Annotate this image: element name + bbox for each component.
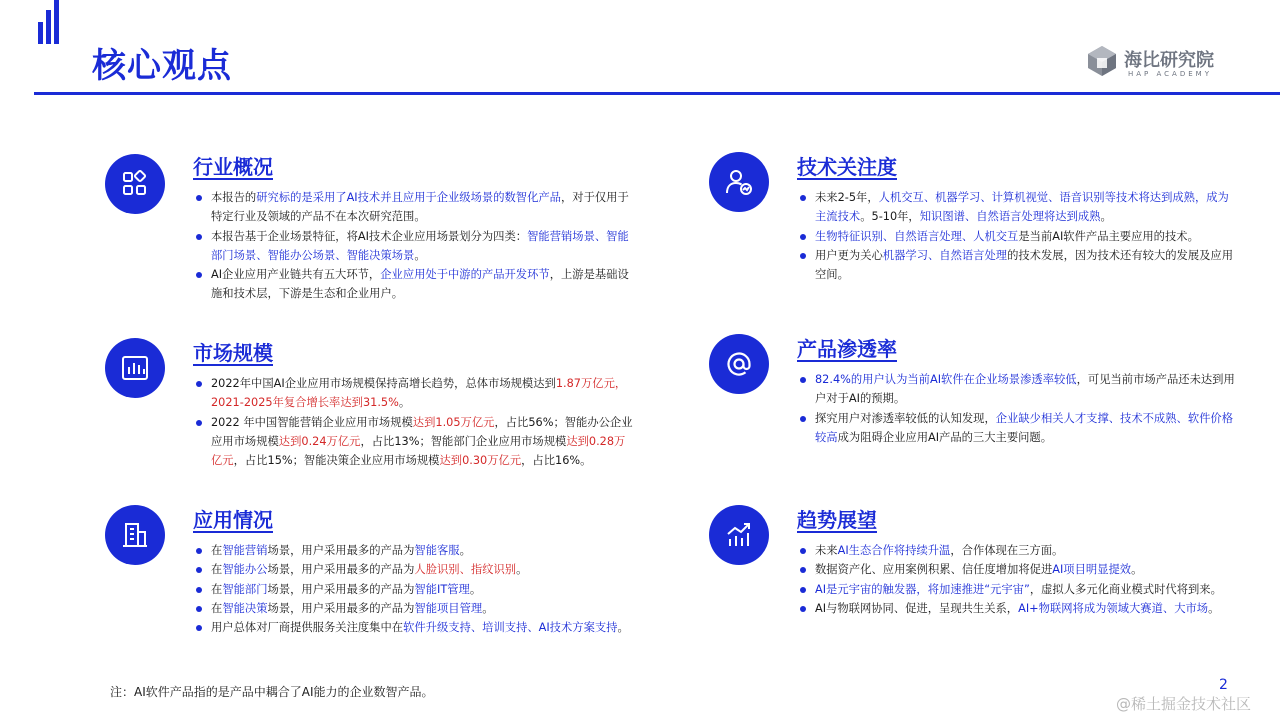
bullet-text-segment: ，占比56%；智能办公企业应用市场规模 (211, 415, 633, 448)
bullet-text-segment: 未来2-5年， (815, 191, 879, 204)
bullet-text-segment: AI项目明显提效 (1052, 563, 1132, 577)
bullet-text-segment: 人脸识别、指纹识别 (414, 563, 517, 577)
bullet-text-segment: 场景，用户采用最多的产品为 (267, 563, 415, 577)
bullet-list (193, 188, 633, 304)
bullet-text-segment: 软件升级支持、培训支持、AI技术方案支持 (403, 621, 618, 635)
bullet-text-segment: 成为阻碍企业应用AI产品的三大主要问题。 (837, 430, 1053, 444)
bullet-list (797, 541, 1237, 618)
section-icon-circle (105, 338, 165, 398)
bullet-text-segment: 智能营销场景、智能部门场景、智能办公场景、智能决策场景 (211, 229, 629, 262)
watermark: @稀土掘金技术社区 (1116, 695, 1252, 713)
bullet-item (193, 227, 633, 266)
bullet-text-segment: 。 (414, 248, 426, 262)
bullet-item (193, 618, 633, 637)
bullet-item (797, 580, 1237, 599)
bullet-text-segment: 智能客服 (414, 544, 460, 557)
bullet-text-segment: 在 (211, 563, 223, 577)
bullet-text-segment: 。 (516, 563, 528, 577)
section-trend-outlook (797, 507, 1237, 618)
bar-chart-icon (120, 353, 150, 383)
bullet-text-segment: 用户更为关心 (815, 248, 883, 262)
logo-name: 海比研究院 (1124, 50, 1214, 71)
section-title: 产品渗透率 (797, 337, 897, 361)
bullet-text-segment: 2022 年中国智能营销企业应用市场规模 (211, 415, 413, 429)
bullet-text-segment: 是当前AI软件产品主要应用的技术。 (1018, 229, 1199, 243)
bullet-text-segment: 1.87万亿元，2021-2025年复合增长率达到31.5% (211, 377, 627, 410)
bullet-text-segment: 达到1.05万亿元 (412, 415, 495, 429)
bullet-list (193, 541, 633, 637)
header-divider (34, 92, 1280, 95)
section-icon-circle (709, 152, 769, 212)
logo (1086, 44, 1236, 80)
bullet-text-segment: 机器学习、自然语言处理 (882, 248, 1008, 262)
bullet-text-segment: ，可见当前市场产品还未达到用户对于AI的预期。 (815, 373, 1235, 406)
bullet-text-segment: AI企业应用产业链共有五大环节， (211, 268, 381, 282)
bullet-text-segment: 达到0.30万亿元 (439, 454, 522, 468)
at-icon (724, 349, 754, 379)
section-penetration-rate (797, 336, 1237, 447)
bullet-text-segment: 人机交互、机器学习、计算机视觉、语音识别等技术将达到成熟，成为主流技术 (815, 191, 1229, 224)
section-title: 行业概况 (193, 155, 273, 179)
bullet-text-segment: 2022年中国AI企业应用市场规模保持高增长趋势，总体市场规模达到 (211, 377, 556, 390)
bullet-text-segment: 知识图谱、自然语言处理将达到成熟 (919, 210, 1101, 224)
logo-subtitle: HAP ACADEMY (1128, 70, 1212, 78)
page-title: 核心观点 (92, 46, 232, 86)
bullet-text-segment: AI+物联网将成为领域大赛道、大市场 (1018, 601, 1209, 615)
bullet-item (797, 541, 1237, 560)
user-chart-icon (724, 167, 754, 197)
bullet-text-segment: ，对于仅用于特定行业及领域的产品不在本次研究范围。 (211, 191, 629, 224)
bullet-list (797, 370, 1237, 447)
bullet-text-segment: 在 (211, 601, 223, 615)
bullet-list (193, 374, 633, 470)
bullet-text-segment: 。5-10年， (860, 210, 920, 224)
bullet-text-segment: 智能决策 (222, 601, 268, 615)
bullet-text-segment: 用户总体对厂商提供服务关注度集中在 (211, 621, 404, 635)
bullet-text-segment: 生物特征识别、自然语言处理、人机交互 (815, 229, 1019, 243)
bullet-text-segment: AI生态合作将持续升温 (837, 544, 951, 557)
section-title: 趋势展望 (797, 508, 877, 532)
bullet-text-segment: AI是元宇宙的触发器，将加速推进“元宇宙” (815, 582, 1030, 596)
footnote: 注：AI软件产品指的是产品中耦合了AI能力的企业数智产品。 (110, 685, 434, 699)
bullet-text-segment: ，占比13%；智能部门企业应用市场规模 (360, 434, 567, 448)
bullet-text-segment: ，占比16%。 (521, 454, 592, 468)
cube-logo-icon (1086, 44, 1118, 78)
bullet-text-segment: 企业应用处于中游的产品开发环节 (380, 268, 550, 282)
bullet-item (193, 599, 633, 618)
section-industry-overview (193, 154, 633, 304)
bullet-item (193, 413, 633, 471)
grid-icon (120, 169, 150, 199)
bullet-text-segment: ，上游是基础设施和技术层，下游是生态和企业用户。 (211, 268, 629, 301)
bullet-text-segment: 未来 (815, 544, 838, 557)
bullet-text-segment: 在 (211, 582, 223, 596)
bullet-text-segment: 。 (1208, 601, 1220, 615)
page-number: 2 (1219, 677, 1228, 693)
section-title: 技术关注度 (797, 155, 897, 179)
bullet-text-segment: 。 (469, 582, 482, 596)
bullet-item (797, 188, 1237, 227)
section-market-size (193, 340, 633, 470)
building-icon (120, 520, 150, 550)
bullet-text-segment: 本报告的 (211, 191, 257, 204)
bullet-item (193, 374, 633, 413)
section-tech-attention (797, 154, 1237, 284)
bullet-text-segment: 82.4%的用户认为当前AI软件在企业场景渗透率较低 (815, 373, 1077, 386)
bullet-text-segment: 。 (1100, 210, 1112, 224)
bullet-item (193, 265, 633, 304)
bullet-text-segment: ，合作体现在三方面。 (950, 544, 1064, 557)
bullet-text-segment: 。 (1131, 563, 1143, 577)
bullet-text-segment: 达到0.24万亿元 (278, 434, 361, 448)
bullet-text-segment: 智能项目管理 (414, 601, 483, 615)
bullet-item (797, 246, 1237, 285)
bullet-text-segment: 的技术发展，因为技术还有较大的发展及应用空间。 (815, 248, 1234, 282)
bullet-item (797, 227, 1237, 246)
bullet-text-segment: 智能IT管理 (414, 582, 470, 596)
bullet-text-segment: ，虚拟人多元化商业模式时代将到来。 (1029, 582, 1222, 596)
bullet-text-segment: 数据资产化、应用案例积累、信任度增加将促进 (815, 563, 1053, 577)
trend-icon (724, 520, 754, 550)
bullet-text-segment: 达到0.28万亿元 (211, 434, 626, 468)
bullet-text-segment: 。 (482, 601, 494, 615)
section-icon-circle (709, 505, 769, 565)
bullet-item (193, 560, 633, 579)
bullet-text-segment: 本报告基于企业场景特征，将AI技术企业应用场景划分为四类： (211, 229, 528, 243)
section-icon-circle (105, 505, 165, 565)
bullet-item (193, 580, 633, 599)
bullet-item (797, 560, 1237, 579)
section-title: 应用情况 (193, 508, 273, 532)
section-icon-circle (709, 334, 769, 394)
bullet-text-segment: 企业缺少相关人才支撑、技术不成熟、软件价格较高 (815, 411, 1234, 444)
section-icon-circle (105, 154, 165, 214)
bullet-text-segment: 智能营销 (222, 544, 268, 557)
bullet-text-segment: ，占比15%；智能决策企业应用市场规模 (233, 454, 440, 468)
bullet-text-segment: 智能部门 (222, 582, 268, 596)
bullet-list (797, 188, 1237, 284)
bullet-text-segment: 。 (459, 544, 471, 557)
bullet-item (797, 599, 1237, 618)
bullet-item (797, 409, 1237, 448)
bullet-item (193, 188, 633, 227)
bullet-text-segment: 场景，用户采用最多的产品为 (267, 601, 415, 615)
bullet-text-segment: 。 (617, 621, 629, 635)
bullet-text-segment: 探究用户对渗透率较低的认知发现， (815, 411, 996, 425)
bullet-text-segment: 场景，用户采用最多的产品为 (267, 582, 415, 596)
bullet-text-segment: 智能办公 (222, 563, 268, 577)
bullet-text-segment: AI与物联网协同、促进，呈现共生关系， (815, 601, 1019, 615)
bullet-item (193, 541, 633, 560)
bullet-item (797, 370, 1237, 409)
bullet-text-segment: 在 (211, 544, 223, 557)
bullet-text-segment: 研究标的是采用了AI技术并且应用于企业级场景的数智化产品 (256, 191, 561, 204)
bullet-text-segment: 。 (398, 396, 411, 410)
section-title: 市场规模 (193, 341, 273, 365)
bullet-text-segment: 场景，用户采用最多的产品为 (267, 544, 415, 557)
section-application-status (193, 507, 633, 637)
